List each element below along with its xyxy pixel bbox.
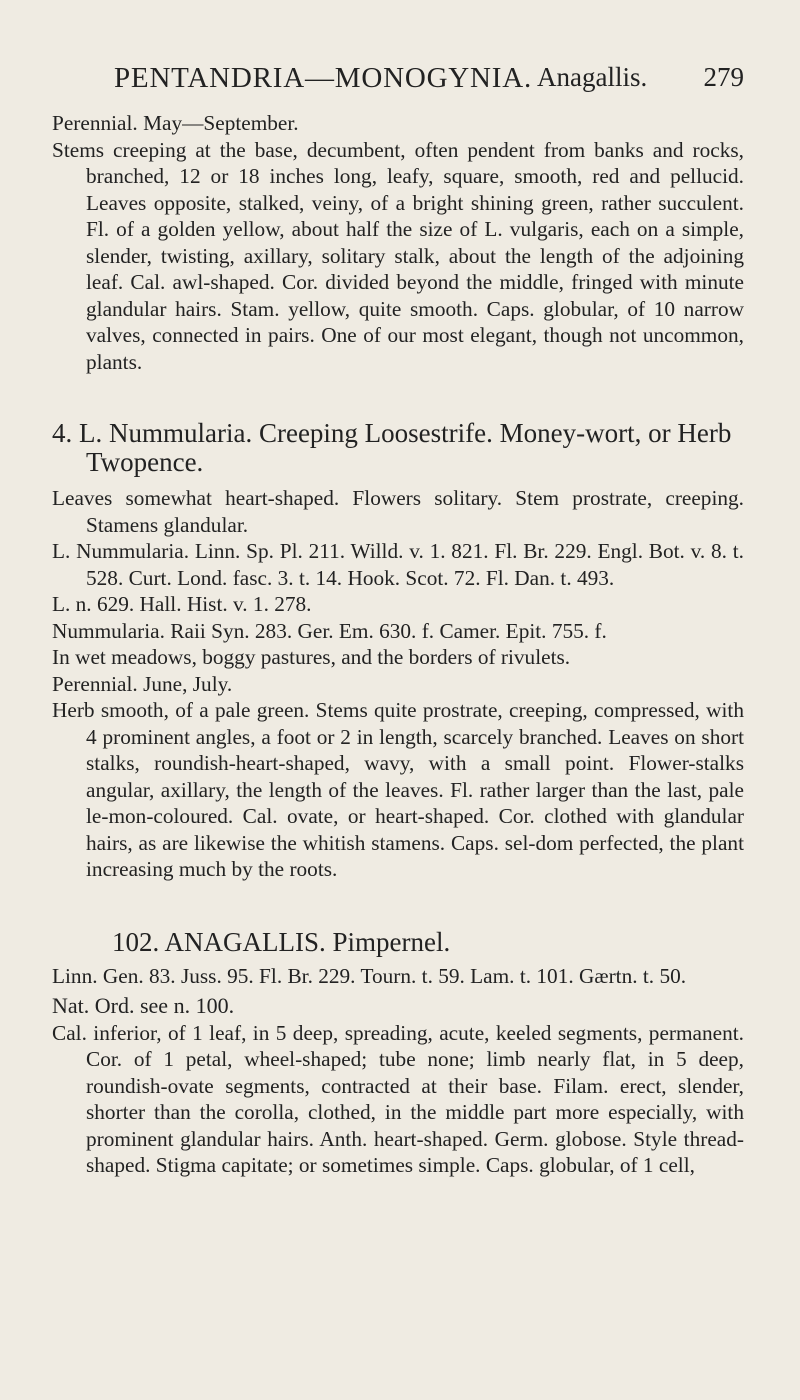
genus-heading-anagallis: 102. ANAGALLIS. Pimpernel. (112, 926, 451, 957)
genus-description: Cal. inferior, of 1 leaf, in 5 deep, spreading, acute, keeled segments, permanent. Cor. of 1 petal, wheel-shaped; tube none; limb nearly flat, in 5 deep, roundish-ovate segments, contracted at their base. Filam. erect, slender, shorter than the corolla, clothed, in the middle part more especially, with prominent glandular hairs. Anth. heart-shaped. Germ. globose. Style thread-shaped. Stigma capitate; or sometimes simple. Caps. globular, of 1 cell, (52, 1020, 744, 1177)
genus-references: Linn. Gen. 83. Juss. 95. Fl. Br. 229. Tourn. t. 59. Lam. t. 101. Gærtn. t. 50. (52, 963, 687, 988)
specific-character: Leaves somewhat heart-shaped. Flowers solitary. Stem prostrate, creeping. Stamens glandular. (52, 486, 744, 537)
description-2: Herb smooth, of a pale green. Stems quite prostrate, creeping, compressed, with 4 prominent angles, a foot or 2 in length, scarcely branched. Leaves on short stalks, roundish-heart-shaped, wavy, with a small point. Flower-stalks angular, axillary, the length of the leaves. Fl. rather larger than the last, pale le-mon-coloured. Cal. ovate, or heart-shaped. Cor. clothed with glandular hairs, as are likewise the whitish stamens. Caps. sel-dom perfected, the plant increasing much by the roots. (52, 698, 744, 881)
running-head (52, 62, 744, 102)
running-head-title: PENTANDRIA—MONOGYNIA. (114, 62, 533, 94)
natural-order: Nat. Ord. see n. 100. (52, 993, 235, 1018)
reference-3: Nummularia. Raii Syn. 283. Ger. Em. 630. f. Camer. Epit. 755. f. (52, 618, 607, 643)
reference-2: L. n. 629. Hall. Hist. v. 1. 278. (52, 592, 312, 616)
page-number: 279 (703, 62, 744, 92)
running-head-genus: Anagallis. (537, 62, 648, 92)
description-1: Stems creeping at the base, decumbent, often pendent from banks and rocks, branched, 12 or 18 inches long, leafy, square, smooth, red and pellucid. Leaves opposite, stalked, veiny, of a bright shining green, rather succulent. Fl. of a golden yellow, about half the size of L. vulgaris, each on a simple, slender, twisting, axillary, solitary stalk, about the length of the adjoining leaf. Cal. awl-shaped. Cor. divided beyond the middle, fringed with minute glandular hairs. Stam. yellow, quite smooth. Caps. globular, of 10 narrow valves, connected in pairs. One of our most elegant, though not uncommon, plants. (52, 137, 744, 374)
habitat: In wet meadows, boggy pastures, and the borders of rivulets. (52, 645, 571, 669)
flowering-period-2: Perennial. June, July. (52, 671, 233, 696)
reference-1: L. Nummularia. Linn. Sp. Pl. 211. Willd. v. 1. 821. Fl. Br. 229. Engl. Bot. v. 8. t. 528. Curt. Lond. fasc. 3. t. 14. Hook. Scot. 72. Fl. Dan. t. 493. (52, 539, 744, 590)
flowering-period-1: Perennial. May—September. (52, 111, 299, 135)
species-heading-nummularia: 4. L. Nummularia. Creeping Loosestrife. Money-wort, or Herb Twopence. (52, 418, 732, 477)
